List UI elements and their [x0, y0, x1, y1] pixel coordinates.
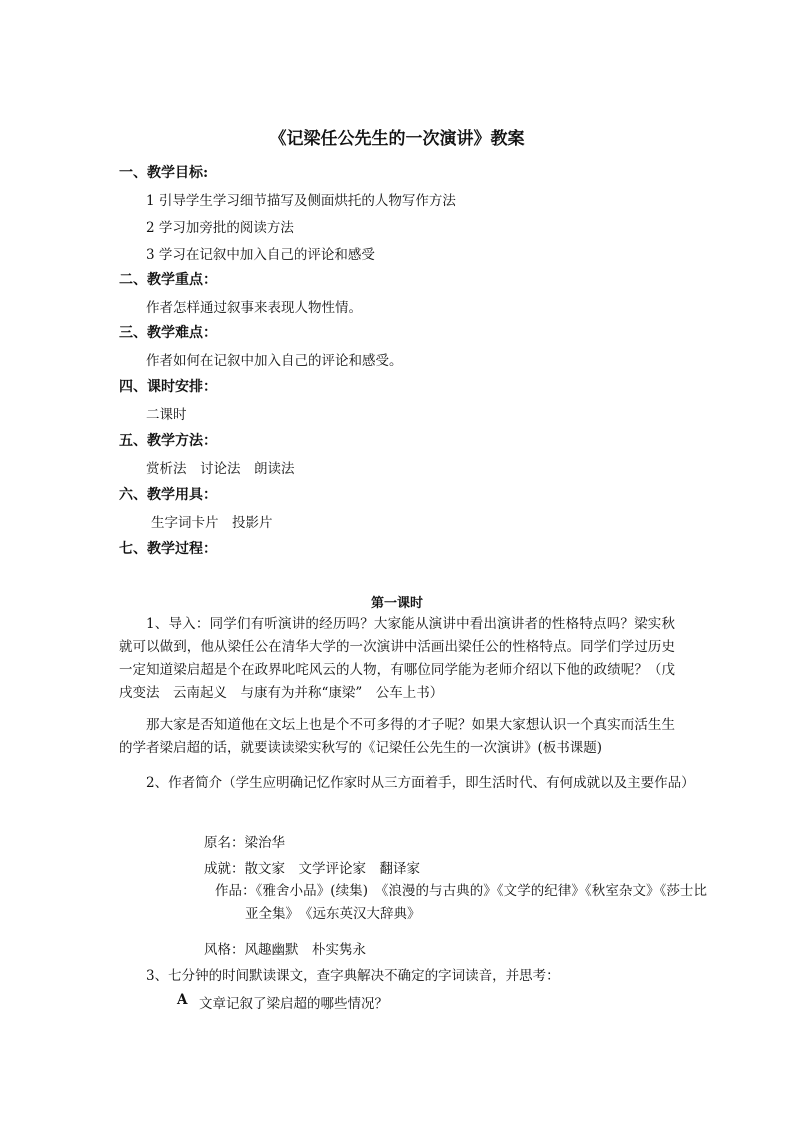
page-title: 《记梁任公先生的一次演讲》教案: [269, 129, 525, 149]
goal-item: 3 学习在记叙中加入自己的评论和感受: [146, 247, 375, 263]
tools-text: 生字词卡片 投影片: [151, 515, 273, 531]
goal-item: 1 引导学生学习细节描写及侧面烘托的人物写作方法: [146, 193, 456, 209]
achievement: 成就：散文家 文学评论家 翻译家: [204, 861, 420, 877]
question-a-label: A: [177, 992, 188, 1008]
difficulties-heading: 三、教学难点：: [119, 325, 217, 341]
key-points-text: 作者怎样通过叙事来表现人物性情。: [146, 300, 362, 316]
schedule-text: 二课时: [146, 407, 187, 423]
methods-heading: 五、教学方法：: [119, 433, 217, 449]
process-heading: 七、教学过程：: [119, 541, 217, 557]
methods-text: 赏析法 讨论法 朗读法: [146, 461, 295, 477]
tools-heading: 六、教学用具：: [119, 487, 217, 503]
original-name: 原名：梁治华: [204, 835, 285, 851]
difficulties-text: 作者如何在记叙中加入自己的评论和感受。: [146, 353, 403, 369]
intro-paragraph-2: 那大家是否知道他在文坛上也是个不可多得的才子呢？如果大家想认识一个真实而活生生的学者梁启超的话，就要读读梁实秋写的《记梁任公先生的一次演讲》(板书课题): [119, 717, 675, 756]
works: 作品：《雅舍小品》(续集) 《浪漫的与古典的》《文学的纪律》《秋室杂文》《莎士比亚全集》 《远东英汉大辞典》: [215, 883, 707, 922]
key-points-heading: 二、教学重点：: [119, 272, 217, 288]
goal-item: 2 学习加旁批的阅读方法: [146, 220, 294, 236]
question-a: 文章记叙了梁启超的哪些情况？: [199, 996, 388, 1012]
schedule-heading: 四、课时安排：: [119, 379, 217, 395]
intro-paragraph: 1、导入：同学们有听演讲的经历吗？大家能从演讲中看出演讲者的性格特点吗？梁实秋就可以做到，他从梁任公在清华大学的一次演讲中活画出梁任公的性格特点。同学们学过历史一定知道梁启超是个在政界叱咤风云的人物，有哪位同学能为老师介绍以下他的政绩呢？（戊戌变法 云南起义 与康有为并称“康梁” 公车上书）: [119, 616, 675, 701]
goals-heading: 一、教学目标:: [119, 165, 209, 181]
reading-task: 3、七分钟的时间默读课文，查字典解决不确定的字词读音，并思考：: [146, 968, 560, 984]
author-intro: 2、作者简介（学生应明确记忆作家时从三方面着手，即生活时代、有何成就以及主要作品）: [146, 775, 695, 791]
lesson-heading: 第一课时: [370, 596, 423, 611]
style: 风格：风趣幽默 朴实隽永: [204, 942, 366, 958]
